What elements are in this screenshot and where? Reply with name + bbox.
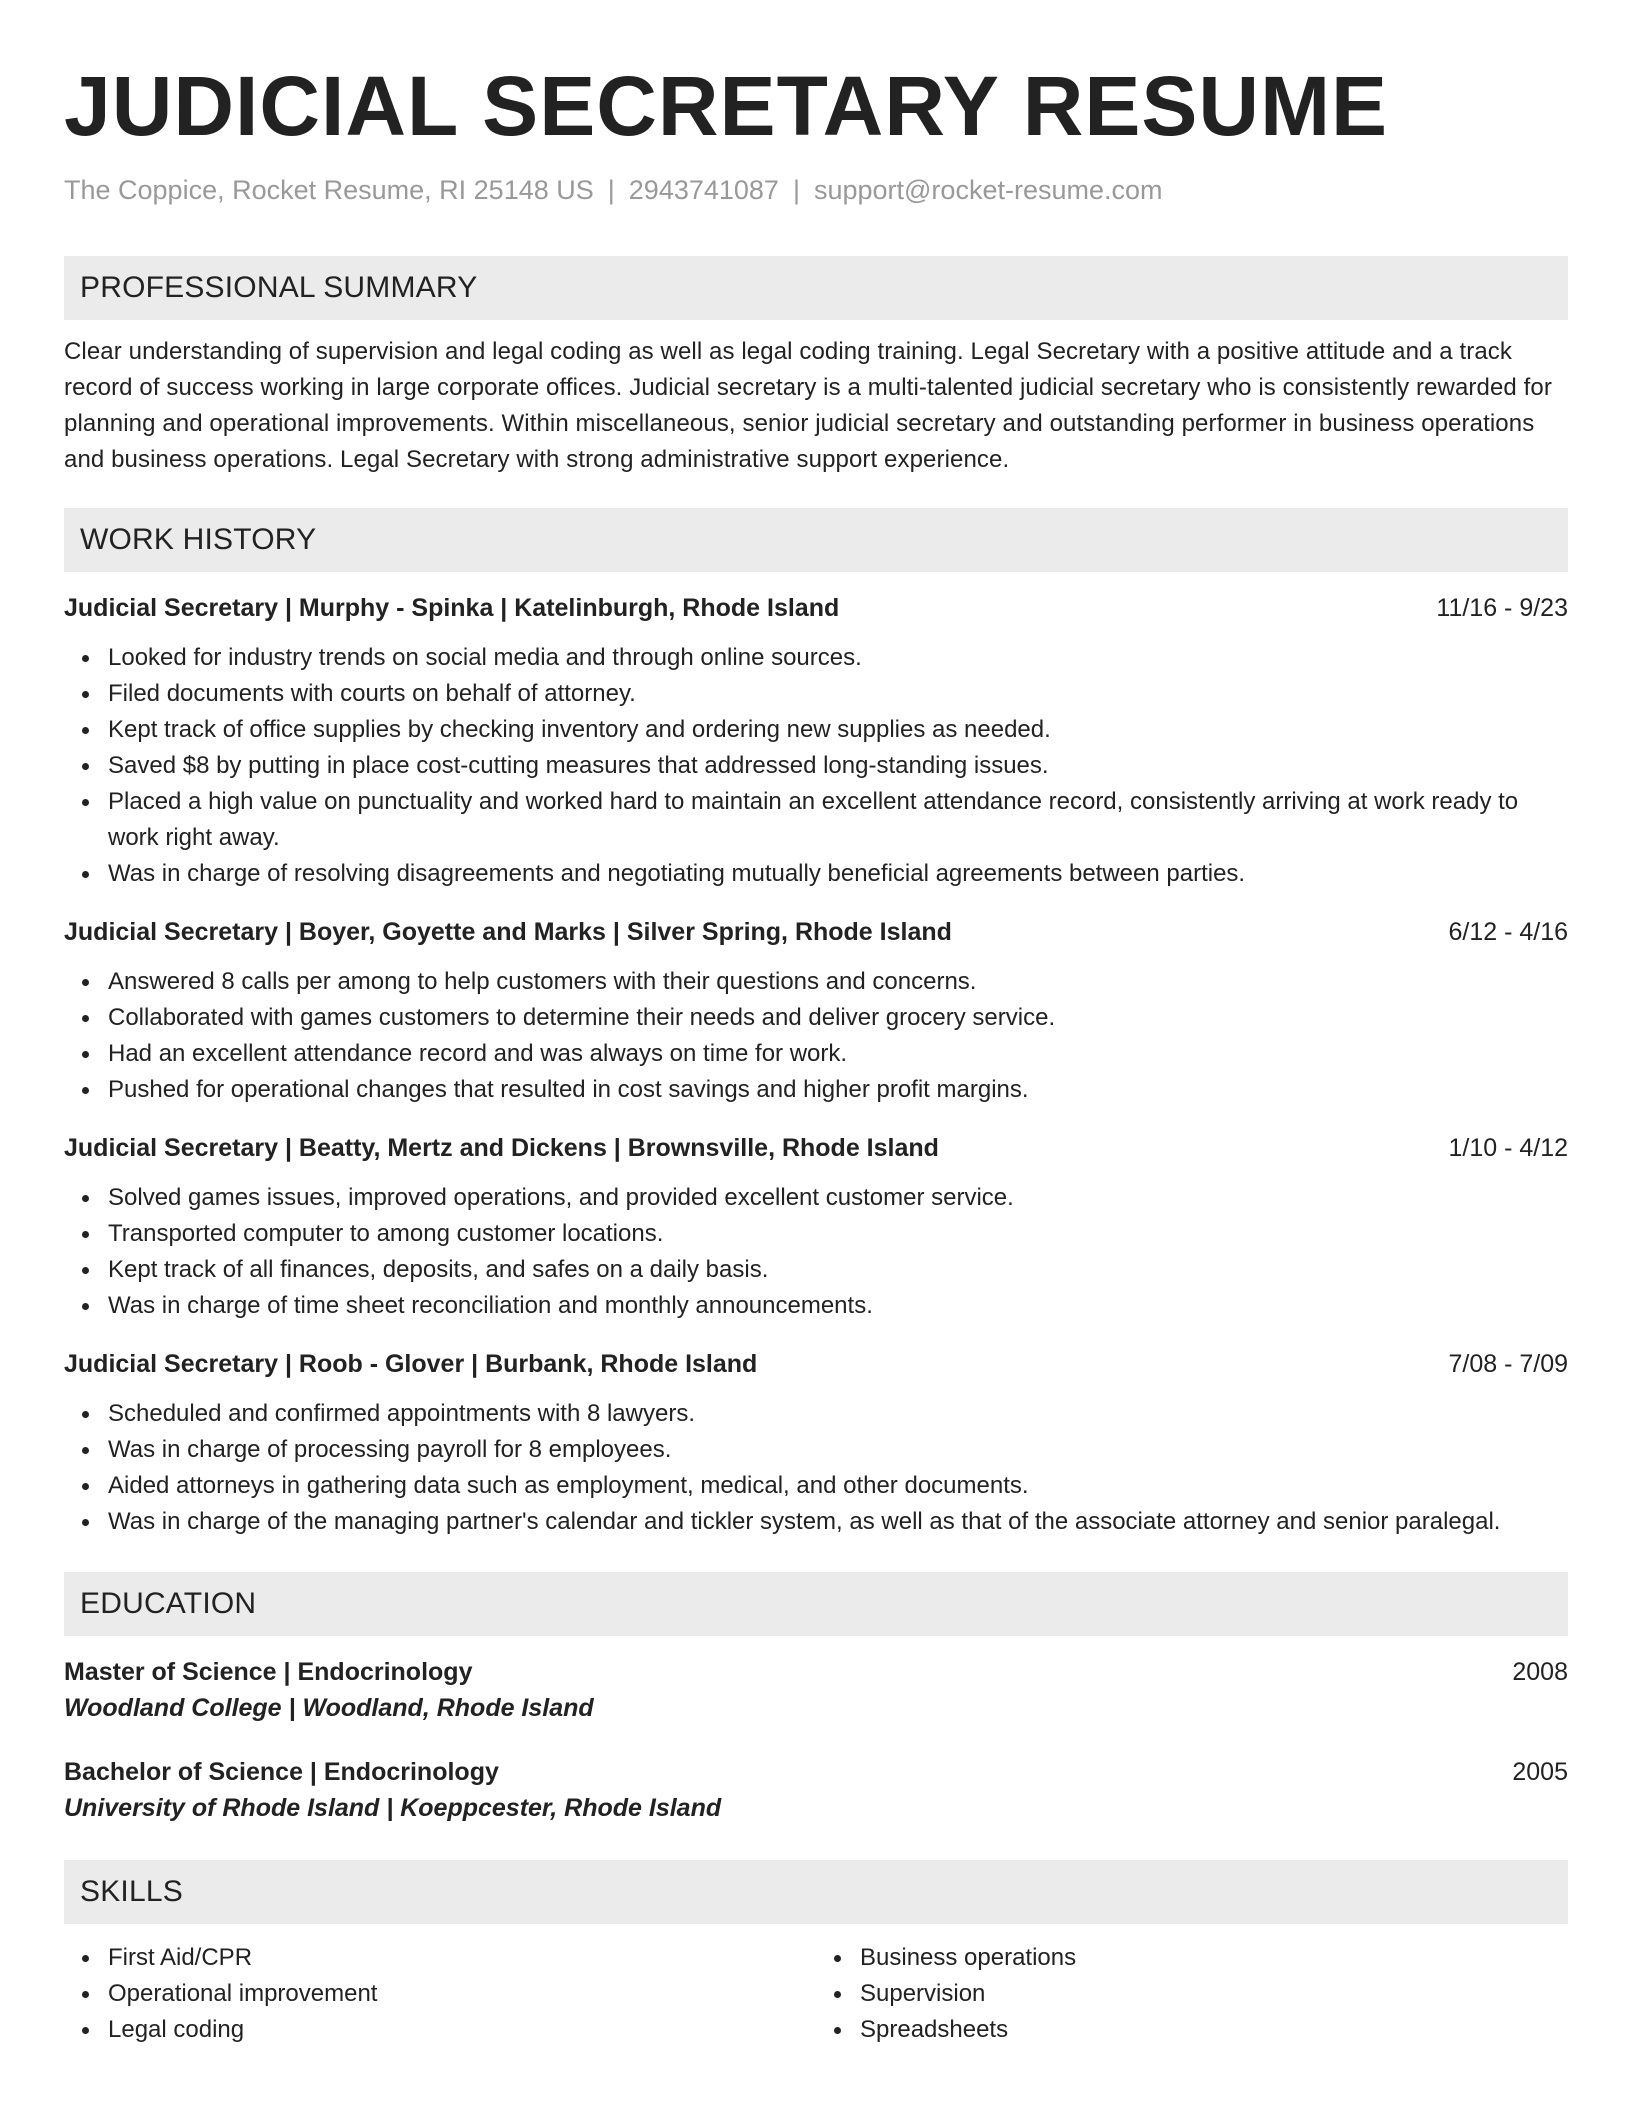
job-bullet: Collaborated with games customers to determine their needs and deliver grocery service. <box>108 1000 1568 1036</box>
contact-address: The Coppice, Rocket Resume, RI 25148 US <box>64 175 594 205</box>
job-bullet: Placed a high value on punctuality and worked hard to maintain an excellent attendance record, consistently arriving at work ready to work right away. <box>108 784 1568 856</box>
job-bullet: Kept track of office supplies by checking inventory and ordering new supplies as needed. <box>108 712 1568 748</box>
job-header <box>64 1130 1568 1166</box>
job-bullet: Saved $8 by putting in place cost-cutting measures that addressed long-standing issues. <box>108 748 1568 784</box>
job-bullet: Kept track of all finances, deposits, and safes on a daily basis. <box>108 1252 1568 1288</box>
section-heading-work: WORK HISTORY <box>64 508 1568 572</box>
education-degree: Bachelor of Science | Endocrinology <box>64 1758 499 1786</box>
contact-separator: | <box>792 175 800 205</box>
job-bullet: Was in charge of processing payroll for 8 employees. <box>108 1432 1568 1468</box>
job-bullet: Answered 8 calls per among to help customers with their questions and concerns. <box>108 964 1568 1000</box>
education-header <box>64 1754 1568 1790</box>
job-bullet: Filed documents with courts on behalf of attorney. <box>108 676 1568 712</box>
job-entry <box>64 1130 1568 1324</box>
job-title: Judicial Secretary | Roob - Glover | Burbank, Rhode Island <box>64 1350 758 1378</box>
job-bullet: Had an excellent attendance record and was always on time for work. <box>108 1036 1568 1072</box>
job-bullet: Transported computer to among customer locations. <box>108 1216 1568 1252</box>
skills-column-right <box>816 1940 1568 2048</box>
job-bullet: Looked for industry trends on social media and through online sources. <box>108 640 1568 676</box>
job-bullet: Solved games issues, improved operations, and provided excellent customer service. <box>108 1180 1568 1216</box>
resume-title: JUDICIAL SECRETARY RESUME <box>64 59 1389 153</box>
skills-column-left <box>64 1940 816 2048</box>
job-dates: 1/10 - 4/12 <box>1448 1134 1568 1162</box>
section-heading-summary: PROFESSIONAL SUMMARY <box>64 256 1568 320</box>
job-entry <box>64 590 1568 892</box>
skills-list <box>64 1940 1568 2048</box>
contact-phone: 2943741087 <box>628 175 779 205</box>
job-header <box>64 590 1568 626</box>
job-bullet: Was in charge of time sheet reconciliation and monthly announcements. <box>108 1288 1568 1324</box>
education-entry <box>64 1654 1568 1726</box>
job-header <box>64 914 1568 950</box>
job-header <box>64 1346 1568 1382</box>
job-bullets <box>64 1180 1568 1324</box>
contact-email: support@rocket-resume.com <box>813 175 1163 205</box>
job-bullet: Scheduled and confirmed appointments with 8 lawyers. <box>108 1396 1568 1432</box>
summary-text: Clear understanding of supervision and legal coding as well as legal coding training. Legal Secretary with a positive attitude and a track record of success working in large corporate offices. Judicial secretary is a multi-talented judicial secretary who is consistently rewarded for planning and operational improvements. Within miscellaneous, senior judicial secretary and outstanding performer in business operations and business operations. Legal Secretary with strong administrative support experience. <box>64 338 1552 473</box>
job-title: Judicial Secretary | Murphy - Spinka | Katelinburgh, Rhode Island <box>64 594 840 622</box>
skill-item: Supervision <box>860 1976 1568 2012</box>
education-year: 2008 <box>1512 1658 1568 1686</box>
job-dates: 6/12 - 4/16 <box>1448 918 1568 946</box>
job-bullet: Aided attorneys in gathering data such as employment, medical, and other documents. <box>108 1468 1568 1504</box>
job-title: Judicial Secretary | Boyer, Goyette and Marks | Silver Spring, Rhode Island <box>64 918 952 946</box>
job-dates: 7/08 - 7/09 <box>1448 1350 1568 1378</box>
job-entry <box>64 914 1568 1108</box>
job-bullets <box>64 964 1568 1108</box>
contact-line <box>64 174 1568 206</box>
contact-separator: | <box>607 175 615 205</box>
skill-item: Business operations <box>860 1940 1568 1976</box>
job-bullet: Pushed for operational changes that resulted in cost savings and higher profit margins. <box>108 1072 1568 1108</box>
skill-item: Spreadsheets <box>860 2012 1568 2048</box>
job-entry <box>64 1346 1568 1540</box>
skill-item: Operational improvement <box>108 1976 816 2012</box>
education-school: University of Rhode Island | Koeppcester, Rhode Island <box>64 1794 722 1822</box>
education-school: Woodland College | Woodland, Rhode Island <box>64 1694 594 1722</box>
job-bullet: Was in charge of the managing partner's calendar and tickler system, as well as that of the associate attorney and senior paralegal. <box>108 1504 1568 1540</box>
education-header <box>64 1654 1568 1690</box>
job-dates: 11/16 - 9/23 <box>1436 594 1568 622</box>
section-heading-skills: SKILLS <box>64 1860 1568 1924</box>
education-entry <box>64 1754 1568 1826</box>
education-degree: Master of Science | Endocrinology <box>64 1658 473 1686</box>
education-year: 2005 <box>1512 1758 1568 1786</box>
job-title: Judicial Secretary | Beatty, Mertz and Dickens | Brownsville, Rhode Island <box>64 1134 939 1162</box>
skill-item: First Aid/CPR <box>108 1940 816 1976</box>
job-bullets <box>64 1396 1568 1540</box>
job-bullets <box>64 640 1568 892</box>
job-bullet: Was in charge of resolving disagreements and negotiating mutually beneficial agreements between parties. <box>108 856 1568 892</box>
skill-item: Legal coding <box>108 2012 816 2048</box>
section-heading-education: EDUCATION <box>64 1572 1568 1636</box>
